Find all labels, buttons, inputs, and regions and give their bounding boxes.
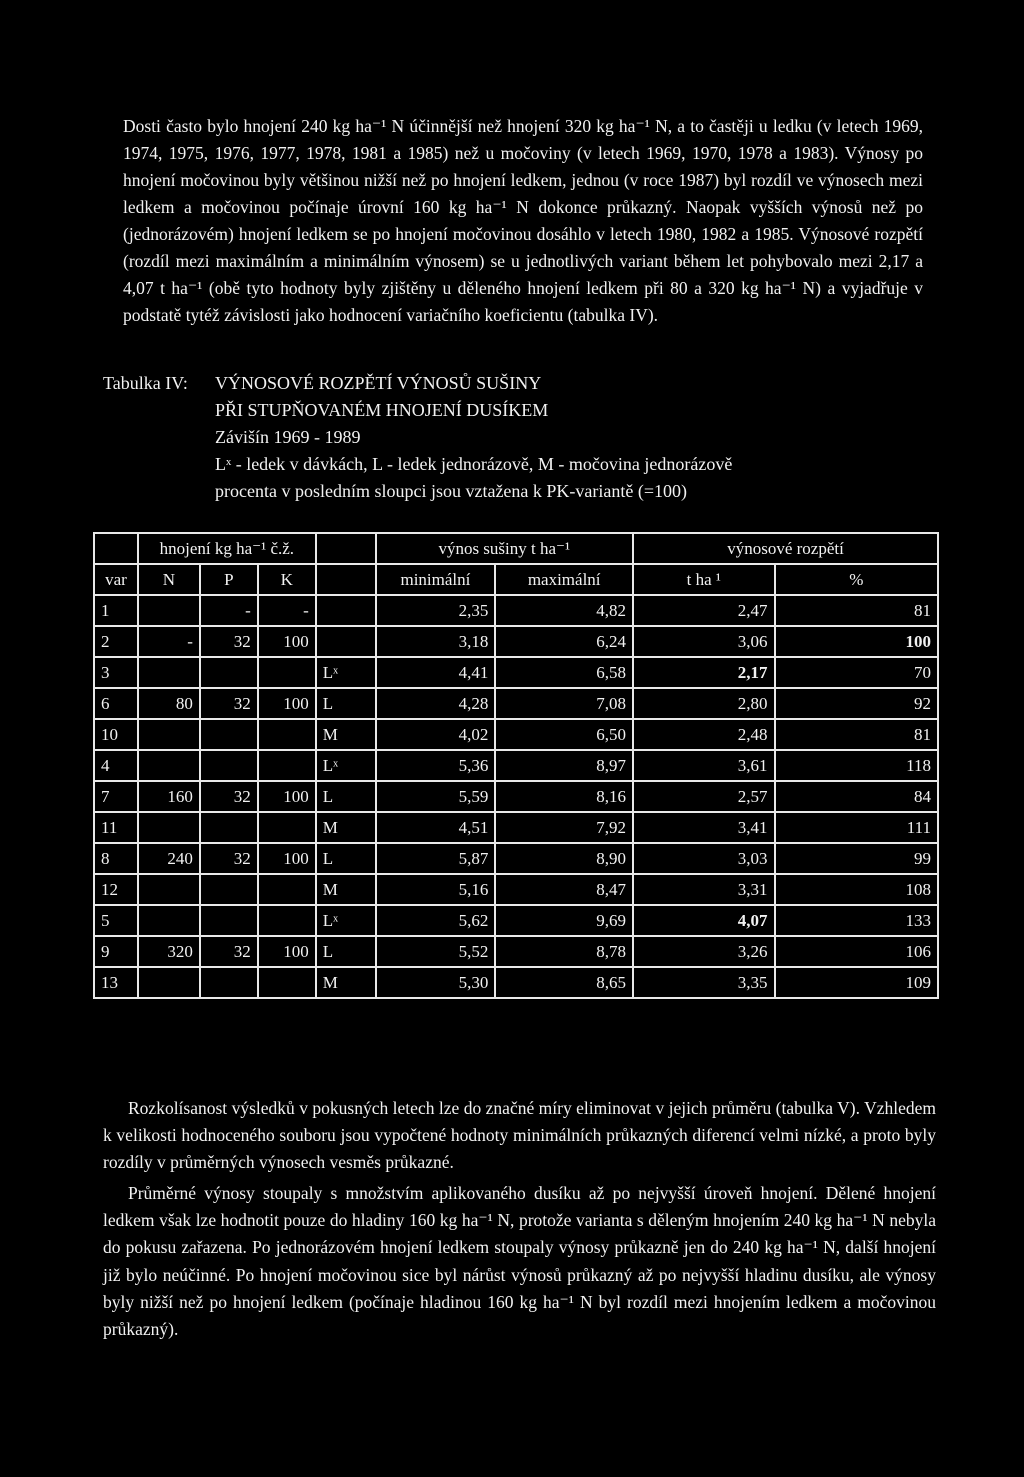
cell-k: 100 <box>258 936 316 967</box>
cell-p: 32 <box>200 843 258 874</box>
header-form-empty <box>316 533 376 564</box>
cell-max: 4,82 <box>495 595 633 626</box>
table-row <box>94 719 938 750</box>
cell-var: 4 <box>94 750 138 781</box>
cell-p: 32 <box>200 781 258 812</box>
cell-min: 4,41 <box>376 657 496 688</box>
cell-k <box>258 874 316 905</box>
table-caption <box>103 370 732 505</box>
cell-pct: 70 <box>775 657 938 688</box>
cell-p <box>200 812 258 843</box>
cell-min: 5,36 <box>376 750 496 781</box>
cell-max: 8,65 <box>495 967 633 998</box>
cell-n <box>138 750 200 781</box>
cell-n <box>138 874 200 905</box>
cell-min: 5,87 <box>376 843 496 874</box>
table-label: Tabulka IV: <box>103 373 188 393</box>
cell-pct: 118 <box>775 750 938 781</box>
cell-pct: 108 <box>775 874 938 905</box>
cell-pct: 92 <box>775 688 938 719</box>
paragraph-variability: Rozkolísanost výsledků v pokusných letech lze do značné míry eliminovat v jejich průměru (tabulka V). Vzhledem k velikosti hodnoceného souboru jsou vypočtené hodnoty minimálních průkazných diferencí velmi nízké, a proto byly rozdíly v průměrných výnosech vesměs průkazné. <box>103 1098 936 1173</box>
cell-var: 12 <box>94 874 138 905</box>
cell-n: 320 <box>138 936 200 967</box>
cell-n <box>138 657 200 688</box>
table-row <box>94 688 938 719</box>
header-var: var <box>94 564 138 595</box>
cell-n <box>138 967 200 998</box>
cell-p <box>200 967 258 998</box>
table-note: procenta v posledním sloupci jsou vztažena k PK-variantě (=100) <box>215 481 688 501</box>
cell-tha: 2,47 <box>633 595 775 626</box>
cell-p: 32 <box>200 936 258 967</box>
cell-min: 3,18 <box>376 626 496 657</box>
table-row <box>94 967 938 998</box>
cell-var: 6 <box>94 688 138 719</box>
header-range: výnosové rozpětí <box>633 533 938 564</box>
cell-min: 4,02 <box>376 719 496 750</box>
cell-pct: 106 <box>775 936 938 967</box>
header-n: N <box>138 564 200 595</box>
cell-var: 2 <box>94 626 138 657</box>
cell-min: 5,52 <box>376 936 496 967</box>
cell-max: 8,47 <box>495 874 633 905</box>
cell-max: 7,08 <box>495 688 633 719</box>
cell-form: L <box>316 936 376 967</box>
cell-form: Lˣ <box>316 905 376 936</box>
cell-form: L <box>316 843 376 874</box>
header-yield: výnos sušiny t ha⁻¹ <box>376 533 633 564</box>
header-pct: % <box>775 564 938 595</box>
cell-max: 9,69 <box>495 905 633 936</box>
header-form <box>316 564 376 595</box>
cell-tha: 2,80 <box>633 688 775 719</box>
cell-min: 2,35 <box>376 595 496 626</box>
cell-pct: 81 <box>775 595 938 626</box>
cell-var: 5 <box>94 905 138 936</box>
cell-tha: 3,41 <box>633 812 775 843</box>
cell-k <box>258 812 316 843</box>
cell-n <box>138 905 200 936</box>
header-min: minimální <box>376 564 496 595</box>
cell-p: - <box>200 595 258 626</box>
cell-var: 11 <box>94 812 138 843</box>
cell-p: 32 <box>200 626 258 657</box>
cell-min: 5,16 <box>376 874 496 905</box>
cell-var: 7 <box>94 781 138 812</box>
cell-max: 8,90 <box>495 843 633 874</box>
cell-pct: 100 <box>775 626 938 657</box>
cell-n: 160 <box>138 781 200 812</box>
table-row <box>94 874 938 905</box>
cell-p <box>200 905 258 936</box>
cell-min: 5,62 <box>376 905 496 936</box>
cell-p <box>200 874 258 905</box>
table-row <box>94 905 938 936</box>
cell-tha: 3,26 <box>633 936 775 967</box>
cell-var: 13 <box>94 967 138 998</box>
cell-max: 8,97 <box>495 750 633 781</box>
cell-k <box>258 905 316 936</box>
cell-max: 6,24 <box>495 626 633 657</box>
cell-tha: 2,57 <box>633 781 775 812</box>
table-row <box>94 750 938 781</box>
cell-n: - <box>138 626 200 657</box>
cell-var: 10 <box>94 719 138 750</box>
cell-tha: 3,03 <box>633 843 775 874</box>
cell-n <box>138 719 200 750</box>
table-row <box>94 812 938 843</box>
cell-n <box>138 812 200 843</box>
cell-max: 8,78 <box>495 936 633 967</box>
table-row <box>94 843 938 874</box>
cell-k: 100 <box>258 688 316 719</box>
cell-tha: 2,17 <box>633 657 775 688</box>
cell-form: M <box>316 967 376 998</box>
cell-tha: 2,48 <box>633 719 775 750</box>
header-row-1 <box>94 533 938 564</box>
cell-var: 9 <box>94 936 138 967</box>
cell-tha: 3,35 <box>633 967 775 998</box>
table-title-line1: VÝNOSOVÉ ROZPĚTÍ VÝNOSŮ SUŠINY <box>215 373 542 393</box>
cell-tha: 4,07 <box>633 905 775 936</box>
cell-form: L <box>316 688 376 719</box>
header-k: K <box>258 564 316 595</box>
cell-form: Lˣ <box>316 750 376 781</box>
cell-p <box>200 657 258 688</box>
cell-var: 3 <box>94 657 138 688</box>
header-fertilization: hnojení kg ha⁻¹ č.ž. <box>138 533 316 564</box>
cell-pct: 133 <box>775 905 938 936</box>
cell-min: 5,30 <box>376 967 496 998</box>
cell-pct: 99 <box>775 843 938 874</box>
cell-n: 240 <box>138 843 200 874</box>
table-title-line2: PŘI STUPŇOVANÉM HNOJENÍ DUSÍKEM <box>215 400 549 420</box>
cell-min: 4,28 <box>376 688 496 719</box>
header-max: maximální <box>495 564 633 595</box>
table-row <box>94 626 938 657</box>
cell-p <box>200 719 258 750</box>
cell-form: M <box>316 812 376 843</box>
cell-k <box>258 967 316 998</box>
cell-n: 80 <box>138 688 200 719</box>
cell-k: 100 <box>258 626 316 657</box>
header-empty <box>94 533 138 564</box>
cell-k: 100 <box>258 843 316 874</box>
cell-var: 1 <box>94 595 138 626</box>
cell-form: Lˣ <box>316 657 376 688</box>
table-row <box>94 781 938 812</box>
cell-n <box>138 595 200 626</box>
cell-min: 5,59 <box>376 781 496 812</box>
cell-pct: 84 <box>775 781 938 812</box>
yield-range-table <box>93 532 939 999</box>
cell-pct: 109 <box>775 967 938 998</box>
cell-tha: 3,61 <box>633 750 775 781</box>
cell-max: 8,16 <box>495 781 633 812</box>
header-p: P <box>200 564 258 595</box>
cell-p: 32 <box>200 688 258 719</box>
cell-k: 100 <box>258 781 316 812</box>
cell-p <box>200 750 258 781</box>
table-legend: Lˣ - ledek v dávkách, L - ledek jednorázově, M - močovina jednorázově <box>215 454 733 474</box>
cell-form: M <box>316 719 376 750</box>
cell-form: M <box>316 874 376 905</box>
cell-form: L <box>316 781 376 812</box>
cell-pct: 111 <box>775 812 938 843</box>
table-row <box>94 595 938 626</box>
table-row <box>94 936 938 967</box>
paragraph-intro: Dosti často bylo hnojení 240 kg ha⁻¹ N účinnější než hnojení 320 kg ha⁻¹ N, a to častěji u ledku (v letech 1969, 1974, 1975, 1976, 1977, 1978, 1981 a 1985) než u močoviny (v letech 1969, 1970, 1978 a 1983). Výnosy po hnojení močovinou byly většinou nižší než po hnojení ledkem, jednou (v roce 1987) byl rozdíl ve výnosech mezi ledkem a močovinou počínaje úrovní 160 kg ha⁻¹ N dokonce průkazný. Naopak vyšších výnosů než po (jednorázovém) hnojení ledkem se po hnojení močovinou dosáhlo v letech 1980, 1982 a 1985. Výnosové rozpětí (rozdíl mezi maximálním a minimálním výnosem) se u jednotlivých variant během let pohybovalo mezi 2,17 a 4,07 t ha⁻¹ (obě tyto hodnoty byly zjištěny u děleného hnojení ledkem při 80 a 320 kg ha⁻¹ N) a vyjadřuje v podstatě tytéž závislosti jako hodnocení variačního koeficientu (tabulka IV). <box>123 116 923 325</box>
paragraph-average-yields: Průměrné výnosy stoupaly s množstvím aplikovaného dusíku až po nejvyšší úroveň hnojení. Dělené hnojení ledkem však lze hodnotit pouze do hladiny 160 kg ha⁻¹ N, protože varianta s děleným hnojením 240 kg ha⁻¹ N nebyla do pokusu zařazena. Po jednorázovém hnojení ledkem stoupaly výnosy průkazně jen do 240 kg ha⁻¹ N, další hnojení již bylo neúčinné. Po hnojení močovinou sice byl nárůst výnosů průkazný až po nejvyšší hladinu dusíku, ale výnosy byly nižší než po hnojení ledkem (počínaje hladinou 160 kg ha⁻¹ N byl rozdíl mezi hnojením ledkem a močovinou průkazný). <box>103 1183 936 1340</box>
cell-pct: 81 <box>775 719 938 750</box>
cell-k <box>258 657 316 688</box>
cell-max: 6,58 <box>495 657 633 688</box>
cell-tha: 3,06 <box>633 626 775 657</box>
cell-tha: 3,31 <box>633 874 775 905</box>
cell-k: - <box>258 595 316 626</box>
cell-max: 6,50 <box>495 719 633 750</box>
cell-max: 7,92 <box>495 812 633 843</box>
cell-form <box>316 626 376 657</box>
cell-min: 4,51 <box>376 812 496 843</box>
cell-k <box>258 719 316 750</box>
header-tha: t ha ¹ <box>633 564 775 595</box>
table-row <box>94 657 938 688</box>
header-row-2 <box>94 564 938 595</box>
table-body <box>94 595 938 998</box>
table-place: Závišín 1969 - 1989 <box>215 427 361 447</box>
cell-var: 8 <box>94 843 138 874</box>
cell-form <box>316 595 376 626</box>
cell-k <box>258 750 316 781</box>
